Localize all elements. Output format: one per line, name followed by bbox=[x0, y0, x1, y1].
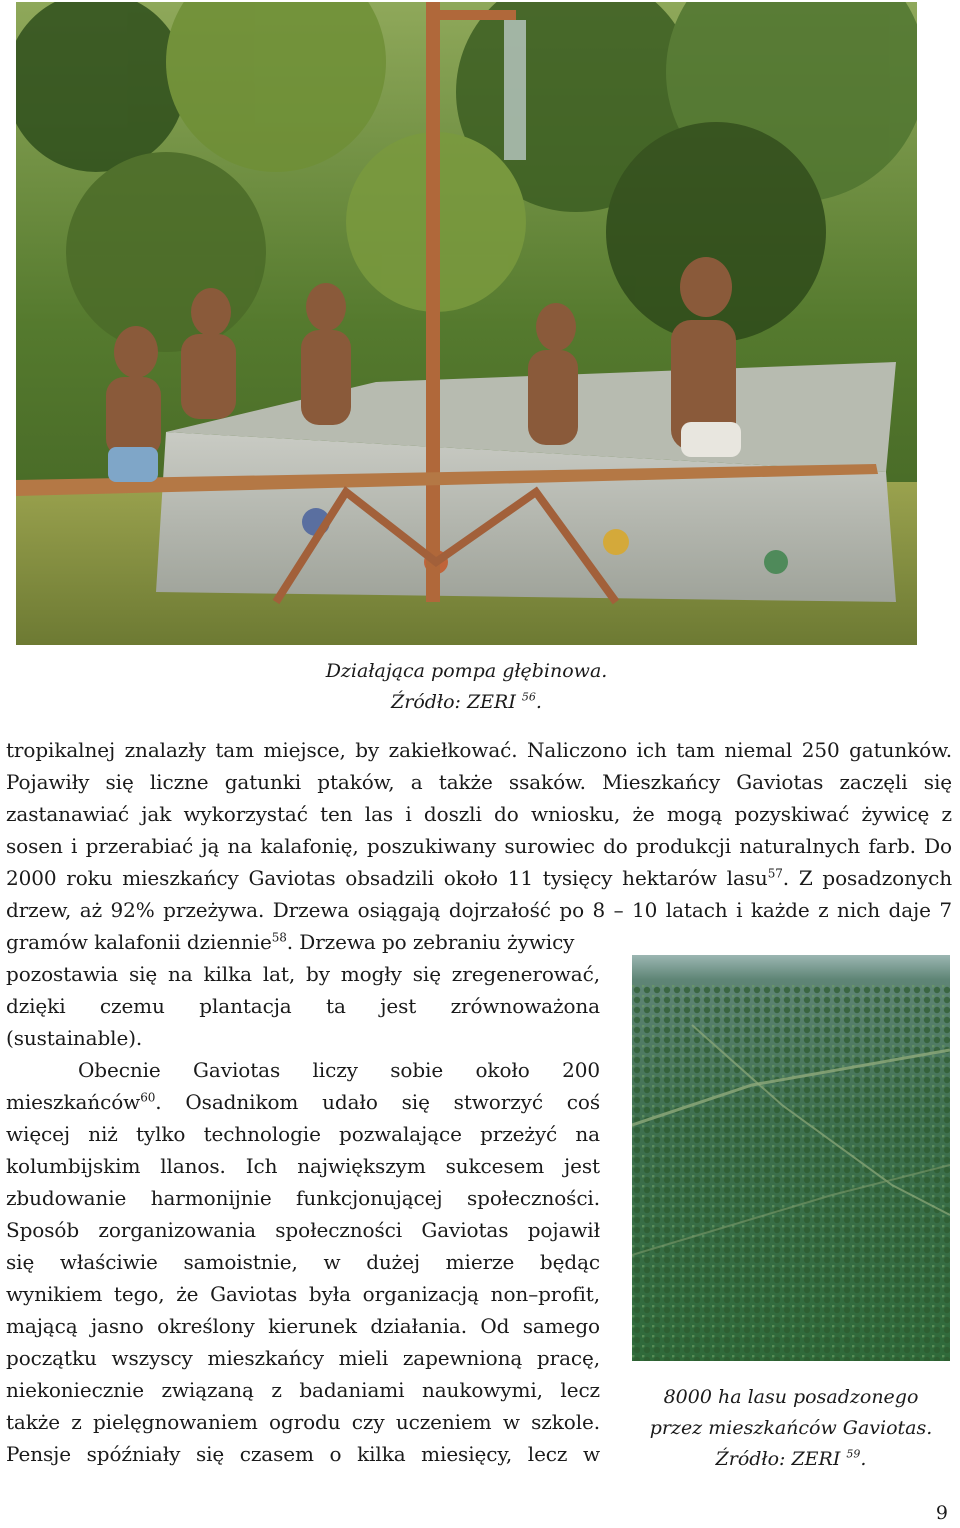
body-line-22: także z pielęgnowaniem ogrodu czy uczeniem w szkole. bbox=[6, 1410, 600, 1434]
body-line-2: Pojawiły się liczne gatunki ptaków, a także ssaków. Mieszkańcy Gaviotas zaczęli się bbox=[6, 770, 952, 794]
pump-caption-period: . bbox=[535, 691, 542, 713]
footnote-ref-58: 58 bbox=[271, 930, 287, 945]
body-line-9: dzięki czemu plantacja ta jest zrównoważona bbox=[6, 994, 600, 1018]
body-line-5b: . Z posadzonych bbox=[782, 866, 952, 890]
body-line-13: więcej niż tylko technologie pozwalające przeżyć na bbox=[6, 1122, 600, 1146]
body-line-5 bbox=[6, 862, 952, 894]
body-line-5a: 2000 roku mieszkańcy Gaviotas obsadzili około 11 tysięcy hektarów lasu bbox=[6, 866, 768, 890]
body-line-12b: . Osadnikom udało się stworzyć coś bbox=[155, 1090, 600, 1114]
body-line-12 bbox=[6, 1086, 600, 1118]
body-line-7 bbox=[6, 926, 574, 958]
pump-caption-ref: 56 bbox=[521, 690, 536, 704]
pump-photo bbox=[16, 2, 917, 645]
body-line-17: się właściwie samoistnie, w dużej mierze będąc bbox=[6, 1250, 600, 1274]
body-line-7b: . Drzewa po zebraniu żywicy bbox=[286, 930, 575, 954]
body-line-15: zbudowanie harmonijnie funkcjonującej społeczności. bbox=[6, 1186, 600, 1210]
forest-caption-source bbox=[632, 1444, 950, 1475]
pump-caption-source-text: Źródło: ZERI bbox=[391, 691, 516, 713]
body-line-12a: mieszkańców bbox=[6, 1090, 141, 1114]
body-line-16: Sposób zorganizowania społeczności Gaviotas pojawił bbox=[6, 1218, 600, 1242]
body-line-18: wynikiem tego, że Gaviotas była organizacją non–profit, bbox=[6, 1282, 600, 1306]
body-line-3: zastanawiać jak wykorzystać ten las i doszli do wniosku, że mogą pozyskiwać żywicę z bbox=[6, 802, 952, 826]
body-line-7a: gramów kalafonii dziennie bbox=[6, 930, 272, 954]
body-line-10: (sustainable). bbox=[6, 1026, 143, 1050]
footnote-ref-57: 57 bbox=[767, 866, 783, 881]
body-line-23: Pensje spóźniały się czasem o kilka miesięcy, lecz w bbox=[6, 1442, 600, 1466]
pump-photo-illustration bbox=[16, 2, 917, 645]
body-line-6: drzew, aż 92% przeżywa. Drzewa osiągają dojrzałość po 8 – 10 latach i każde z nich daje 7 bbox=[6, 898, 952, 922]
body-line-1: tropikalnej znalazły tam miejsce, by zakiełkować. Naliczono ich tam niemal 250 gatunków. bbox=[6, 738, 952, 762]
forest-caption-line-1: 8000 ha lasu posadzonego bbox=[663, 1386, 919, 1408]
body-line-19: mającą jasno określony kierunek działania. Od samego bbox=[6, 1314, 600, 1338]
forest-photo-illustration bbox=[632, 955, 950, 1361]
forest-photo bbox=[632, 955, 950, 1361]
body-line-8: pozostawia się na kilka lat, by mogły się zregenerować, bbox=[6, 962, 600, 986]
body-line-4: sosen i przerabiać ją na kalafonię, poszukiwany surowiec do produkcji naturalnych farb. Do bbox=[6, 834, 952, 858]
body-line-21: niekoniecznie związaną z badaniami naukowymi, lecz bbox=[6, 1378, 600, 1402]
pump-caption-title: Działająca pompa głębinowa. bbox=[325, 660, 608, 682]
forest-caption-ref: 59 bbox=[846, 1447, 861, 1461]
pump-caption-source bbox=[16, 687, 917, 718]
forest-caption-source-text: Źródło: ZERI bbox=[715, 1448, 841, 1470]
body-line-11: Obecnie Gaviotas liczy sobie około 200 bbox=[78, 1058, 600, 1082]
body-line-20: początku wszyscy mieszkańcy mieli zapewnioną pracę, bbox=[6, 1346, 600, 1370]
forest-caption-period: . bbox=[860, 1448, 867, 1470]
page-number: 9 bbox=[935, 1502, 948, 1524]
forest-caption-line-2: przez mieszkańców Gaviotas. bbox=[649, 1417, 933, 1439]
body-line-14: kolumbijskim llanos. Ich największym sukcesem jest bbox=[6, 1154, 600, 1178]
footnote-ref-60: 60 bbox=[140, 1090, 156, 1105]
